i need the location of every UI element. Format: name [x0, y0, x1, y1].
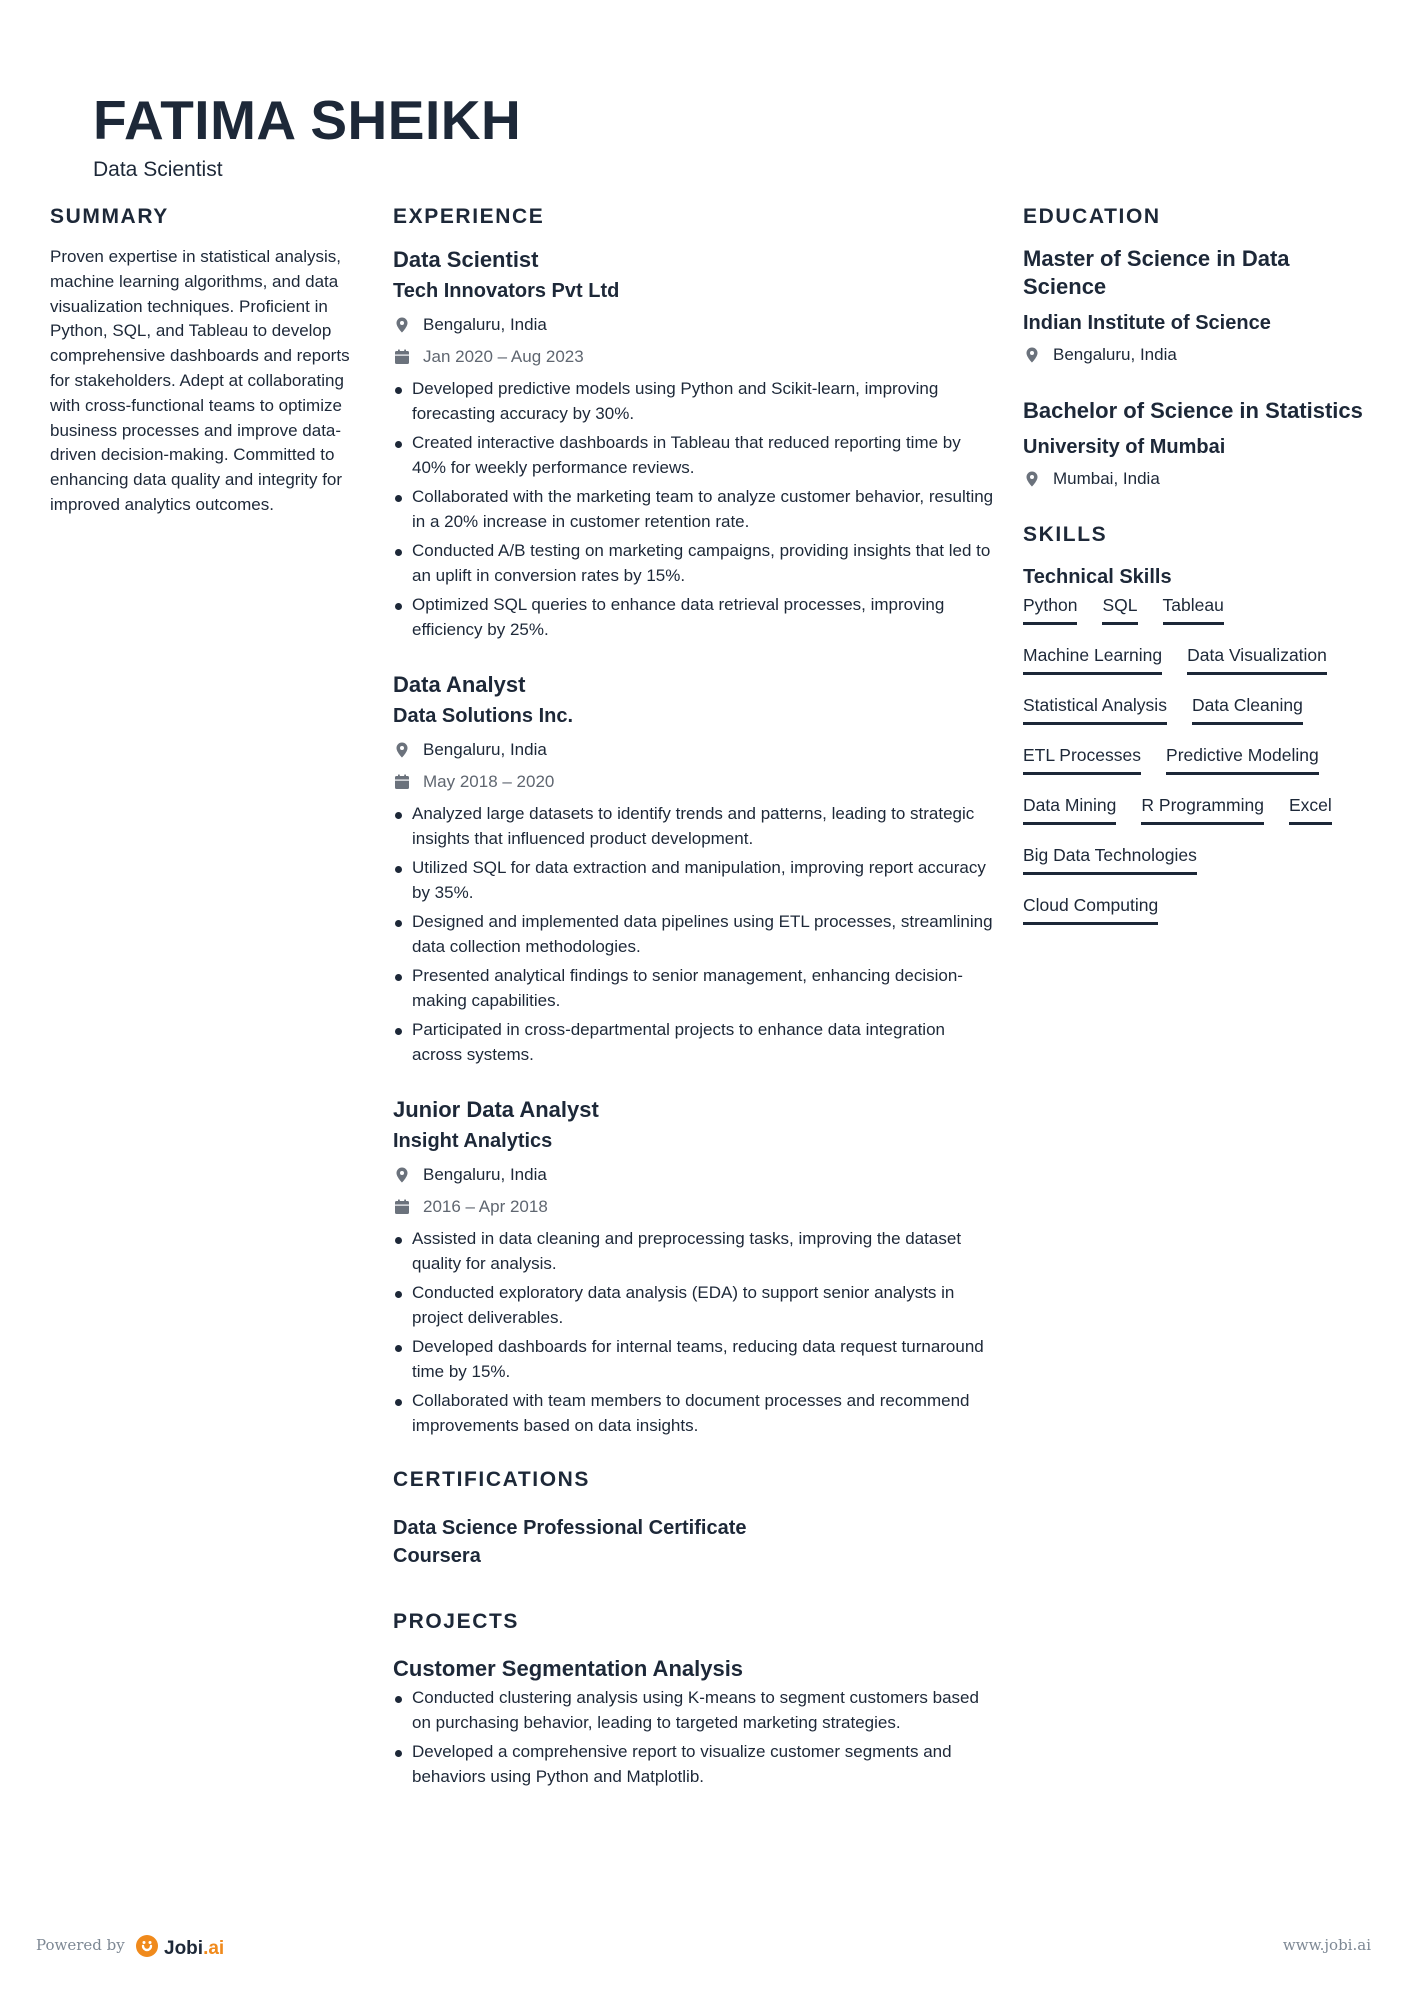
education-location-text: Mumbai, India [1053, 469, 1160, 488]
footer [0, 1934, 1411, 1964]
job-dates [393, 1195, 998, 1219]
education-location [1023, 343, 1368, 367]
list-item: Optimized SQL queries to enhance data retrieval processes, improving efficiency by 25%. [393, 593, 998, 642]
list-item: Assisted in data cleaning and preprocessing tasks, improving the dataset quality for analysis. [393, 1227, 998, 1276]
project-name: Customer Segmentation Analysis [393, 1656, 744, 1681]
project-item [393, 1654, 998, 1789]
skill-chip: Big Data Technologies [1023, 843, 1197, 875]
list-item: Participated in cross-departmental projects to enhance data integration across systems. [393, 1018, 998, 1067]
candidate-name: FATIMA SHEIKH [93, 89, 522, 151]
location-pin-icon [393, 1166, 411, 1184]
job-dates-text: Jan 2020 – Aug 2023 [423, 347, 584, 366]
job-location-text: Bengaluru, India [423, 315, 547, 334]
education-title: EDUCATION [1023, 205, 1161, 228]
skill-chip: Data Cleaning [1192, 693, 1303, 725]
job-title: Junior Data Analyst [393, 1097, 599, 1122]
job-entry [393, 245, 998, 642]
skills-title: SKILLS [1023, 523, 1108, 546]
job-company: Data Solutions Inc. [393, 705, 574, 727]
job-bullets [393, 377, 998, 642]
jobi-logo-icon [135, 1934, 159, 1963]
education-location [1023, 467, 1368, 491]
candidate-role: Data Scientist [93, 158, 223, 181]
location-pin-icon [393, 316, 411, 334]
job-location [393, 313, 998, 337]
list-item: Designed and implemented data pipelines using ETL processes, streamlining data collection methodologies. [393, 910, 998, 959]
skill-chip: Python [1023, 593, 1077, 625]
calendar-icon [393, 773, 411, 791]
list-item: Collaborated with the marketing team to analyze customer behavior, resulting in a 20% increase in customer retention rate. [393, 485, 998, 534]
middle-column [393, 203, 998, 1794]
jobi-logo-text [164, 1938, 224, 1960]
list-item: Created interactive dashboards in Tableau that reduced reporting time by 40% for weekly performance reviews. [393, 431, 998, 480]
education-school: University of Mumbai [1023, 436, 1226, 458]
certifications-title: CERTIFICATIONS [393, 1468, 591, 1491]
job-bullets [393, 1227, 998, 1438]
calendar-icon [393, 1198, 411, 1216]
certification-item [393, 1514, 998, 1570]
projects-title: PROJECTS [393, 1610, 519, 1633]
education-entry [1023, 245, 1368, 367]
logo-suffix: .ai [203, 1937, 225, 1959]
job-entry [393, 1095, 998, 1438]
summary-text: Proven expertise in statistical analysis, machine learning algorithms, and data visualization techniques. Proficient in Python, SQL, and Tableau to develop comprehensive dashboards and reports for stakeholders. Adept at collaborating with cross-functional teams to optimize business processes and improve data-driven decision-making. Committed to enhancing data quality and integrity for improved analytics outcomes. [50, 247, 350, 514]
skill-chip: SQL [1102, 593, 1137, 625]
certification-name: Data Science Professional Certificate [393, 1517, 747, 1539]
job-location [393, 1163, 998, 1187]
education-school: Indian Institute of Science [1023, 312, 1271, 334]
job-title: Data Analyst [393, 672, 526, 697]
skill-chip: Predictive Modeling [1166, 743, 1319, 775]
skills-subtitle: Technical Skills [1023, 566, 1172, 588]
project-bullets [393, 1686, 998, 1789]
list-item: Collaborated with team members to document processes and recommend improvements based on data insights. [393, 1389, 998, 1438]
powered-by-label: Powered by [36, 1936, 125, 1954]
job-dates-text: May 2018 – 2020 [423, 772, 555, 791]
right-column [1023, 203, 1368, 925]
job-company: Insight Analytics [393, 1130, 553, 1152]
list-item: Conducted A/B testing on marketing campaigns, providing insights that led to an uplift in conversion rates by 15%. [393, 539, 998, 588]
job-location-text: Bengaluru, India [423, 1165, 547, 1184]
job-dates [393, 770, 998, 794]
skills-list [1023, 593, 1353, 925]
list-item: Conducted clustering analysis using K-means to segment customers based on purchasing behavior, leading to targeted marketing strategies. [393, 1686, 998, 1735]
job-bullets [393, 802, 998, 1067]
resume-header [93, 88, 993, 184]
job-dates-text: 2016 – Apr 2018 [423, 1197, 548, 1216]
location-pin-icon [1023, 470, 1041, 488]
list-item: Developed dashboards for internal teams, reducing data request turnaround time by 15%. [393, 1335, 998, 1384]
skill-chip: Tableau [1163, 593, 1224, 625]
job-dates [393, 345, 998, 369]
skill-chip: Data Mining [1023, 793, 1116, 825]
skill-chip: ETL Processes [1023, 743, 1141, 775]
list-item: Conducted exploratory data analysis (EDA) to support senior analysts in project deliverables. [393, 1281, 998, 1330]
list-item: Developed predictive models using Python and Scikit-learn, improving forecasting accuracy by 30%. [393, 377, 998, 426]
job-title: Data Scientist [393, 247, 539, 272]
jobi-logo-link[interactable] [135, 1934, 224, 1963]
job-company: Tech Innovators Pvt Ltd [393, 280, 620, 302]
skill-chip: Excel [1289, 793, 1332, 825]
site-url-link[interactable]: www.jobi.ai [1282, 1936, 1371, 1954]
job-location-text: Bengaluru, India [423, 740, 547, 759]
education-degree: Bachelor of Science in Statistics [1023, 398, 1363, 423]
job-location [393, 738, 998, 762]
education-list [1023, 245, 1368, 491]
skill-chip: Statistical Analysis [1023, 693, 1167, 725]
skill-chip: Machine Learning [1023, 643, 1162, 675]
skill-chip: Data Visualization [1187, 643, 1327, 675]
location-pin-icon [393, 741, 411, 759]
calendar-icon [393, 348, 411, 366]
list-item: Utilized SQL for data extraction and manipulation, improving report accuracy by 35%. [393, 856, 998, 905]
education-degree: Master of Science in Data Science [1023, 246, 1290, 299]
location-pin-icon [1023, 346, 1041, 364]
list-item: Developed a comprehensive report to visualize customer segments and behaviors using Python and Matplotlib. [393, 1740, 998, 1789]
experience-list [393, 245, 998, 1438]
skill-chip: Cloud Computing [1023, 893, 1158, 925]
list-item: Presented analytical findings to senior management, enhancing decision-making capabilities. [393, 964, 998, 1013]
job-entry [393, 670, 998, 1067]
education-location-text: Bengaluru, India [1053, 345, 1177, 364]
skill-chip: R Programming [1141, 793, 1264, 825]
education-entry [1023, 397, 1368, 491]
list-item: Analyzed large datasets to identify trends and patterns, leading to strategic insights that influenced product development. [393, 802, 998, 851]
summary-title: SUMMARY [50, 205, 169, 228]
logo-main: Jobi [164, 1937, 204, 1959]
left-column [50, 203, 370, 518]
certification-org: Coursera [393, 1545, 481, 1567]
experience-title: EXPERIENCE [393, 205, 545, 228]
